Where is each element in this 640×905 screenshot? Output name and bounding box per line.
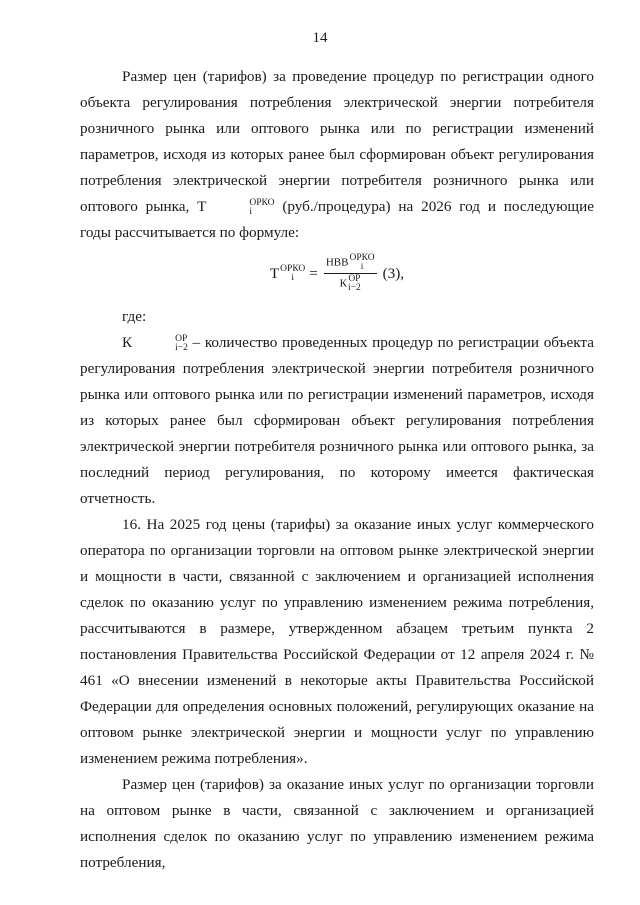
paragraph-last: Размер цен (тарифов) за оказание иных услуг по организации торговли на оптовом рынке в части, связанной с заключением и организацией исполнения сделок по оказанию услуг по управлению изменением режима потребления, [80, 776, 594, 871]
paragraph-text: Размер цен (тарифов) за проведение процедур по регистрации одного объекта регулирования потребления электрической энергии потребителя розничного рынка или оптового рынка или по регистрации изменений параметров, исходя из которых ранее был сформирован объект регулирования потребления электрической энергии потребителя розничного рынка или оптового рынка, [80, 68, 594, 215]
tariff-symbol: Т ОРКО i [197, 197, 275, 217]
definition-paragraph [80, 330, 594, 512]
paragraph-text-continued: (руб./процедура) на 2026 год и последующие годы рассчитывается по формуле: [80, 198, 594, 241]
definition-symbol: К ОР i−2 [122, 333, 188, 353]
formula-numerator: НВВ ОРКО i [325, 253, 375, 272]
paragraph-tariff-procedures [80, 64, 594, 246]
formula-equals: = [309, 264, 318, 282]
formula-label: (3), [382, 264, 405, 282]
document-body [80, 64, 594, 876]
formula-lhs: Т ОРКО i [269, 264, 306, 284]
where-label: где: [122, 308, 147, 325]
page-number: 14 [312, 30, 328, 46]
formula-fraction [324, 254, 377, 293]
definition-text: – количество проведенных процедур по регистрации объекта регулирования потребления электрической энергии потребителя розничного рынка или оптового рынка или по регистрации изменений параметров, исходя из которых ранее был сформирован объект регулирования потребления электрической энергии потребителя розничного рынка или оптового рынка, за последний период регулирования, по которому имеется фактическая отчетность. [80, 334, 594, 507]
formula-3 [80, 254, 594, 298]
paragraph-16: 16. На 2025 год цены (тарифы) за оказание иных услуг коммерческого оператора по организации торговли на оптовом рынке электрической энергии и мощности в части, связанной с заключением и организацией исполнения сделок по оказанию услуг по управлению изменением режима потребления, рассчитываются в размере, утвержденном абзацем третьим пункта 2 постановления Правительства Российской Федерации от 12 апреля 2024 г. № 461 «О внесении изменений в некоторые акты Правительства Российской Федерации для определения основных положений, регулирующих оказание на оптовом рынке электрической энергии и мощности услуг по управлению изменением режима потребления». [80, 516, 594, 767]
formula-denominator: К ОР i−2 [339, 274, 361, 293]
